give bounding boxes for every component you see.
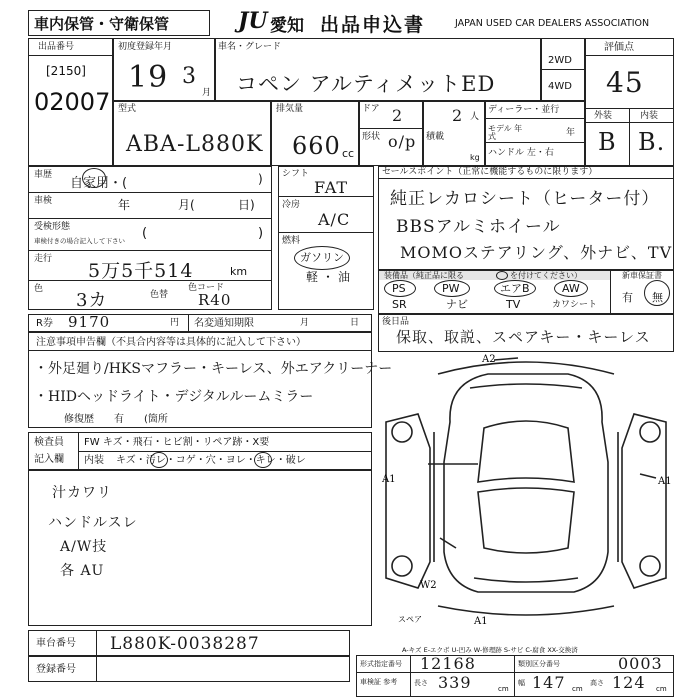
acceptance-label: 受検形態 [34, 222, 71, 232]
inspector-note-3: A/W技 [60, 539, 108, 555]
inspection-label: 車検 [34, 196, 53, 206]
spec-height-unit: cm [656, 685, 667, 693]
note-line-2: ・HIDヘッドライト・デジタルルームミラー [34, 389, 314, 405]
repair-place: (箇所 [144, 414, 168, 425]
color-value: 3カ [76, 290, 108, 311]
equip-tv: TV [506, 298, 521, 311]
repair-label: 修復歴 [64, 414, 94, 425]
spec-ref-label: 車検証 参考 [360, 678, 398, 686]
notes-label: 注意事項申告欄（不具合内容等は具体的に記入して下さい） [36, 337, 306, 348]
inspector-label-2: 記入欄 [34, 454, 64, 465]
dealer-model-year: モデル 年式 [488, 124, 523, 141]
inspector-label-1: 検査員 [34, 437, 64, 448]
inspection-month: 月( [178, 198, 195, 212]
spec-height-label: 高さ [590, 679, 604, 687]
dealer-year-unit: 年 [566, 128, 576, 138]
mileage-unit: km [230, 265, 248, 278]
spec-width-unit: cm [572, 685, 583, 693]
diagram-legend: A-キズ E-エクボ U-凹み W-修理跡 S-サビ C-腐食 XX-交換済 [402, 646, 578, 654]
history-label: 車歴 [34, 170, 53, 180]
displacement-label: 排気量 [276, 104, 304, 114]
lot-sub-number: [2150] [46, 64, 86, 78]
warranty-yes: 有 [622, 291, 633, 304]
repair-value: 有 [114, 414, 124, 425]
spec-width-label: 幅 [518, 679, 525, 687]
ac-value: A/C [318, 210, 351, 229]
later-items-label: 後日品 [382, 317, 410, 327]
spec-height-value: 124 [612, 673, 646, 692]
mileage-value: 5万5千514 [88, 260, 194, 282]
plate-frame [28, 656, 350, 682]
name-change-month: 月 [300, 318, 310, 328]
seats-value: 2 [452, 106, 464, 125]
equipment-label-2: を付けてください） [510, 271, 582, 280]
warranty-circle [644, 280, 670, 306]
color-code-label: 色コード [188, 283, 225, 293]
spec-type-label: 形式指定番号 [360, 660, 402, 668]
inspector-note-2: ハンドルスレ [48, 515, 138, 531]
sales-point-3: MOMOステアリング、外ナビ、TV [400, 243, 673, 262]
sales-points-label: セールスポイント（正常に機能するものに限ります） [382, 167, 598, 177]
equip-aw: AW [562, 282, 580, 295]
color-label: 色 [34, 284, 44, 294]
equipment-mark-circle [496, 271, 508, 280]
spec-length-label: 長さ [414, 679, 428, 687]
drive-2wd: 2WD [548, 55, 572, 66]
inspector-note-1: 汁カワリ [52, 485, 112, 501]
inspector-row-1: FW キズ・飛石・ヒビ割・リペア跡・X要 [84, 437, 270, 448]
doors-value: 2 [392, 106, 404, 125]
model-label: 型式 [118, 104, 137, 114]
warranty-label: 新車保証書 [622, 271, 662, 280]
inspector-note-4: 各 AU [60, 563, 105, 579]
fuel-circle [294, 246, 350, 270]
fuel-options: 軽・油 [306, 270, 355, 284]
warranty-no: 無 [652, 291, 663, 304]
lot-label: 出品番号 [38, 42, 75, 52]
equip-pw-circle [434, 280, 470, 297]
shape-value: o/p [388, 132, 417, 151]
equip-seat: カワシート [552, 300, 598, 310]
mark-a2: A2 [482, 354, 496, 365]
exterior-label: 外装 [594, 111, 613, 121]
registration-month: 3 [182, 64, 197, 89]
displacement-unit: cc [342, 147, 355, 160]
equip-navi: ナビ [446, 298, 468, 311]
dealer-line: ディーラー・並行 [488, 105, 560, 115]
acceptance-open: ( [142, 226, 148, 241]
load-label: 積載 [426, 132, 445, 142]
equip-sr: SR [392, 298, 407, 311]
stain-circle [150, 452, 168, 468]
form-title: 出品申込書 [320, 14, 426, 36]
registration-year: 19 [128, 60, 169, 95]
ac-label: 冷房 [282, 200, 301, 210]
dealer-handle: ハンドル 左・右 [488, 148, 554, 158]
recycle-label: R券 [36, 318, 53, 329]
equip-pw: PW [442, 282, 460, 295]
equip-airbag: エアB [500, 282, 530, 295]
equip-airbag-circle [494, 280, 536, 297]
logo-region: 愛知 [270, 16, 304, 36]
form-subtitle: JAPAN USED CAR DEALERS ASSOCIATION [455, 18, 650, 29]
load-unit: kg [470, 153, 480, 162]
doors-label: ドア [362, 104, 380, 114]
chassis-value: L880K-0038287 [110, 634, 260, 654]
interior-grade: B. [638, 128, 666, 156]
fuel-gas: ガソリン [300, 251, 344, 264]
equip-ps-circle [384, 280, 416, 297]
spec-type-value: 12168 [420, 654, 476, 673]
seats-label: 人 [470, 112, 480, 122]
car-damage-diagram [378, 352, 674, 626]
acceptance-note: 車検付きの場合記入して下さい [34, 237, 125, 245]
mileage-label: 走行 [34, 254, 53, 264]
rating-value: 45 [606, 66, 644, 99]
shape-label: 形状 [362, 132, 381, 142]
inspector-row-2: キズ・汚レ・コゲ・穴・ヨレ・キレ・破レ [116, 455, 306, 466]
inspection-day: 日) [238, 198, 255, 212]
sales-point-2: BBSアルミホイール [396, 217, 561, 237]
storage-label: 車内保管・守衛保管 [34, 15, 170, 33]
name-change-day: 日 [350, 318, 360, 328]
spec-width-value: 147 [532, 673, 566, 692]
fuel-label: 燃料 [282, 236, 301, 246]
displacement-value: 660 [292, 132, 341, 160]
color-code-value: R40 [198, 291, 232, 309]
interior-label: 内装 [640, 111, 659, 121]
recycle-unit: 円 [170, 318, 180, 328]
history-circle [82, 168, 106, 188]
rating-label: 評価点 [604, 42, 634, 53]
spec-length-value: 339 [438, 673, 472, 692]
car-name-value: コペン アルティメットED [236, 72, 496, 96]
car-name-label: 車名・グレード [218, 42, 282, 52]
inspector-row-2-label: 内装 [84, 455, 104, 466]
equip-aw-circle [554, 280, 588, 297]
inspection-year: 年 [118, 198, 131, 212]
chassis-label: 車台番号 [36, 638, 76, 649]
ju-logo: JU [238, 8, 268, 34]
spec-class-label: 類別区分番号 [518, 660, 560, 668]
equipment-label: 装備品（純正品に限る [384, 271, 464, 280]
exterior-grade: B [598, 128, 617, 156]
model-value: ABA-L880K [126, 132, 264, 157]
history-close: ) [258, 172, 263, 186]
equip-ps: PS [392, 282, 406, 295]
name-change-label: 名変通知期限 [194, 318, 254, 329]
recycle-value: 9170 [68, 313, 111, 331]
spec-length-unit: cm [498, 685, 509, 693]
note-line-1: ・外足廻り/HKSマフラー・キーレス、外エアクリーナー [34, 361, 393, 377]
sales-point-1: 純正レカロシート（ヒーター付） [390, 189, 660, 209]
drive-4wd: 4WD [548, 81, 572, 92]
history-value: 自家用・( [70, 176, 128, 191]
plate-label: 登録番号 [36, 664, 76, 675]
shift-label: シフト [282, 169, 310, 179]
registration-label: 初度登録年月 [118, 42, 173, 52]
lot-number: 02007 [34, 88, 111, 116]
acceptance-close: ) [258, 226, 264, 241]
wrinkle-circle [254, 452, 272, 468]
mark-a1-right: A1 [658, 476, 672, 487]
registration-month-unit: 月 [202, 88, 212, 98]
later-items-value: 保取、取説、スペアキー・キーレス [396, 328, 651, 346]
mark-a1-bottom: A1 [474, 616, 488, 626]
color-exchange-label: 色替 [150, 290, 169, 300]
mark-a1-left: A1 [382, 474, 396, 485]
mark-w2: W2 [420, 580, 437, 591]
shift-value: FAT [314, 178, 349, 197]
spare-label: スペア [398, 615, 422, 624]
spec-class-value: 0003 [618, 654, 663, 673]
